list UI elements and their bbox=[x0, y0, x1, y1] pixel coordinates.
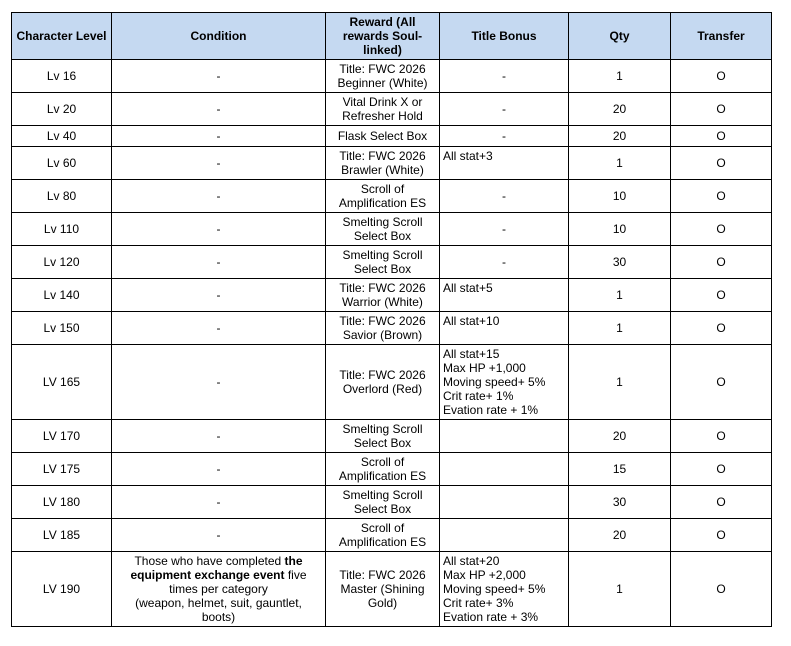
bonus-line: All stat+5 bbox=[443, 281, 493, 295]
header-reward: Reward (All rewards Soul-linked) bbox=[326, 13, 440, 60]
level-cell: Lv 150 bbox=[12, 312, 112, 345]
condition-cell: - bbox=[112, 180, 326, 213]
bonus-line: Crit rate+ 1% bbox=[443, 389, 514, 403]
title-bonus-cell bbox=[440, 147, 569, 180]
table-row bbox=[12, 453, 772, 486]
transfer-cell: O bbox=[671, 246, 772, 279]
level-cell: Lv 110 bbox=[12, 213, 112, 246]
reward-line: Select Box bbox=[353, 229, 412, 243]
reward-line: Amplification ES bbox=[338, 196, 427, 210]
qty-cell: 30 bbox=[569, 246, 671, 279]
reward-cell bbox=[326, 180, 440, 213]
reward-cell bbox=[326, 420, 440, 453]
condition-cell: - bbox=[112, 60, 326, 93]
condition-cell: - bbox=[112, 126, 326, 147]
rewards-table bbox=[11, 12, 772, 627]
reward-line: Beginner (White) bbox=[337, 76, 428, 90]
reward-line: Title: FWC 2026 bbox=[339, 314, 426, 328]
bonus-line: All stat+10 bbox=[443, 314, 500, 328]
condition-line bbox=[114, 568, 323, 582]
header-transfer: Transfer bbox=[671, 13, 772, 60]
table-row bbox=[12, 279, 772, 312]
title-bonus-cell: - bbox=[440, 93, 569, 126]
reward-cell bbox=[326, 312, 440, 345]
level-cell: Lv 20 bbox=[12, 93, 112, 126]
reward-line: Gold) bbox=[367, 596, 398, 610]
reward-line: Master (Shining bbox=[340, 582, 425, 596]
condition-text: five bbox=[284, 568, 307, 582]
reward-cell bbox=[326, 486, 440, 519]
reward-line: Scroll of bbox=[360, 521, 405, 535]
reward-line: Title: FWC 2026 bbox=[339, 149, 426, 163]
condition-cell: - bbox=[112, 279, 326, 312]
table-row bbox=[12, 180, 772, 213]
bonus-line: Moving speed+ 5% bbox=[443, 375, 546, 389]
transfer-cell: O bbox=[671, 180, 772, 213]
table-row bbox=[12, 213, 772, 246]
condition-cell: - bbox=[112, 519, 326, 552]
condition-line: (weapon, helmet, suit, gauntlet, bbox=[135, 596, 302, 610]
reward-line: Title: FWC 2026 bbox=[339, 281, 426, 295]
table-row bbox=[12, 420, 772, 453]
bonus-line: Crit rate+ 3% bbox=[443, 596, 514, 610]
header-condition: Condition bbox=[112, 13, 326, 60]
reward-cell bbox=[326, 519, 440, 552]
condition-line: times per category bbox=[169, 582, 268, 596]
reward-line: Smelting Scroll bbox=[342, 488, 423, 502]
transfer-cell: O bbox=[671, 147, 772, 180]
condition-cell: - bbox=[112, 345, 326, 420]
condition-text: Those who have completed bbox=[134, 554, 285, 568]
reward-line: Title: FWC 2026 bbox=[339, 368, 426, 382]
qty-cell: 1 bbox=[569, 345, 671, 420]
reward-line: Smelting Scroll bbox=[342, 248, 423, 262]
level-cell: Lv 60 bbox=[12, 147, 112, 180]
reward-cell bbox=[326, 552, 440, 627]
title-bonus-cell: - bbox=[440, 180, 569, 213]
condition-cell: - bbox=[112, 213, 326, 246]
title-bonus-cell bbox=[440, 420, 569, 453]
reward-line: Brawler (White) bbox=[341, 163, 424, 177]
condition-cell: - bbox=[112, 246, 326, 279]
level-cell: LV 175 bbox=[12, 453, 112, 486]
header-qty: Qty bbox=[569, 13, 671, 60]
level-cell: LV 165 bbox=[12, 345, 112, 420]
header-character-level: Character Level bbox=[12, 13, 112, 60]
reward-line: Smelting Scroll bbox=[342, 215, 423, 229]
transfer-cell: O bbox=[671, 279, 772, 312]
transfer-cell: O bbox=[671, 552, 772, 627]
title-bonus-cell bbox=[440, 486, 569, 519]
reward-line: Title: FWC 2026 bbox=[339, 62, 426, 76]
transfer-cell: O bbox=[671, 420, 772, 453]
transfer-cell: O bbox=[671, 345, 772, 420]
title-bonus-cell: - bbox=[440, 213, 569, 246]
transfer-cell: O bbox=[671, 312, 772, 345]
level-cell: LV 170 bbox=[12, 420, 112, 453]
transfer-cell: O bbox=[671, 453, 772, 486]
qty-cell: 20 bbox=[569, 126, 671, 147]
reward-cell bbox=[326, 60, 440, 93]
reward-line: Vital Drink X or bbox=[342, 95, 423, 109]
qty-cell: 10 bbox=[569, 180, 671, 213]
condition-cell: - bbox=[112, 486, 326, 519]
title-bonus-cell bbox=[440, 312, 569, 345]
bonus-line: Max HP +1,000 bbox=[443, 361, 526, 375]
reward-line: Select Box bbox=[353, 502, 412, 516]
title-bonus-cell bbox=[440, 552, 569, 627]
condition-cell: - bbox=[112, 453, 326, 486]
title-bonus-cell: - bbox=[440, 60, 569, 93]
title-bonus-cell bbox=[440, 519, 569, 552]
reward-cell bbox=[326, 126, 440, 147]
qty-cell: 1 bbox=[569, 312, 671, 345]
condition-emphasis: equipment exchange event bbox=[130, 568, 285, 582]
qty-cell: 15 bbox=[569, 453, 671, 486]
reward-line: Select Box bbox=[353, 262, 412, 276]
transfer-cell: O bbox=[671, 486, 772, 519]
condition-emphasis: the bbox=[284, 554, 303, 568]
level-cell: Lv 80 bbox=[12, 180, 112, 213]
condition-line bbox=[114, 554, 323, 568]
qty-cell: 1 bbox=[569, 552, 671, 627]
level-cell: LV 190 bbox=[12, 552, 112, 627]
bonus-line: Evation rate + 1% bbox=[443, 403, 539, 417]
level-cell: Lv 16 bbox=[12, 60, 112, 93]
condition-cell bbox=[112, 552, 326, 627]
header-row bbox=[12, 13, 772, 60]
condition-line: boots) bbox=[201, 610, 236, 624]
reward-line: Flask Select Box bbox=[337, 129, 428, 143]
title-bonus-cell: - bbox=[440, 126, 569, 147]
qty-cell: 20 bbox=[569, 519, 671, 552]
title-bonus-cell: - bbox=[440, 246, 569, 279]
qty-cell: 30 bbox=[569, 486, 671, 519]
transfer-cell: O bbox=[671, 126, 772, 147]
bonus-line: Max HP +2,000 bbox=[443, 568, 526, 582]
transfer-cell: O bbox=[671, 93, 772, 126]
table-row bbox=[12, 93, 772, 126]
title-bonus-cell bbox=[440, 279, 569, 312]
reward-line: Smelting Scroll bbox=[342, 422, 423, 436]
title-bonus-cell bbox=[440, 453, 569, 486]
level-cell: LV 180 bbox=[12, 486, 112, 519]
bonus-line: All stat+3 bbox=[443, 149, 493, 163]
title-bonus-cell bbox=[440, 345, 569, 420]
reward-line: Warrior (White) bbox=[342, 295, 423, 309]
reward-cell bbox=[326, 279, 440, 312]
bonus-line: Evation rate + 3% bbox=[443, 610, 539, 624]
qty-cell: 1 bbox=[569, 147, 671, 180]
bonus-line: All stat+15 bbox=[443, 347, 500, 361]
reward-line: Title: FWC 2026 bbox=[339, 568, 426, 582]
reward-line: Amplification ES bbox=[338, 469, 427, 483]
table-row bbox=[12, 60, 772, 93]
reward-line: Savior (Brown) bbox=[342, 328, 423, 342]
qty-cell: 1 bbox=[569, 60, 671, 93]
table-row bbox=[12, 126, 772, 147]
table-row bbox=[12, 147, 772, 180]
transfer-cell: O bbox=[671, 213, 772, 246]
table-row bbox=[12, 246, 772, 279]
level-cell: Lv 140 bbox=[12, 279, 112, 312]
qty-cell: 20 bbox=[569, 420, 671, 453]
table-row bbox=[12, 345, 772, 420]
reward-cell bbox=[326, 213, 440, 246]
bonus-line: Moving speed+ 5% bbox=[443, 582, 546, 596]
reward-cell bbox=[326, 93, 440, 126]
table-row bbox=[12, 552, 772, 627]
table-row bbox=[12, 486, 772, 519]
reward-line: Select Box bbox=[353, 436, 412, 450]
condition-cell: - bbox=[112, 147, 326, 180]
qty-cell: 10 bbox=[569, 213, 671, 246]
level-cell: LV 185 bbox=[12, 519, 112, 552]
reward-cell bbox=[326, 246, 440, 279]
reward-cell bbox=[326, 345, 440, 420]
reward-line: Amplification ES bbox=[338, 535, 427, 549]
qty-cell: 1 bbox=[569, 279, 671, 312]
transfer-cell: O bbox=[671, 60, 772, 93]
transfer-cell: O bbox=[671, 519, 772, 552]
table-row bbox=[12, 312, 772, 345]
condition-cell: - bbox=[112, 312, 326, 345]
reward-line: Refresher Hold bbox=[342, 109, 423, 123]
header-title-bonus: Title Bonus bbox=[440, 13, 569, 60]
reward-line: Overlord (Red) bbox=[342, 382, 423, 396]
reward-line: Scroll of bbox=[360, 455, 405, 469]
qty-cell: 20 bbox=[569, 93, 671, 126]
level-cell: Lv 120 bbox=[12, 246, 112, 279]
condition-cell: - bbox=[112, 93, 326, 126]
level-cell: Lv 40 bbox=[12, 126, 112, 147]
table-row bbox=[12, 519, 772, 552]
bonus-line: All stat+20 bbox=[443, 554, 500, 568]
reward-cell bbox=[326, 147, 440, 180]
reward-cell bbox=[326, 453, 440, 486]
reward-line: Scroll of bbox=[360, 182, 405, 196]
condition-cell: - bbox=[112, 420, 326, 453]
